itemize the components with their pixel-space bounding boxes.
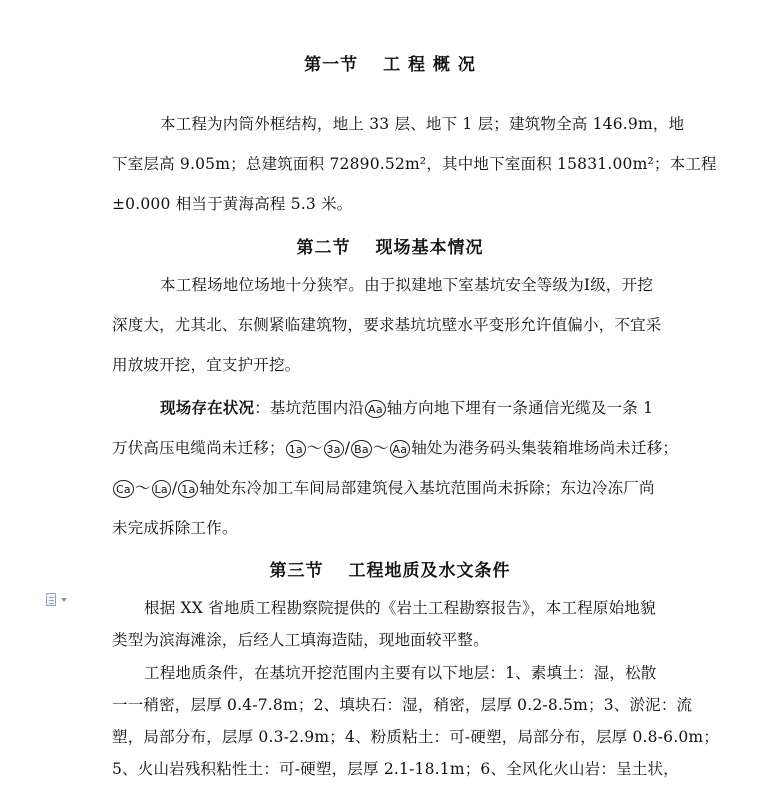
- axis-marker: Aa: [365, 400, 386, 418]
- axis-marker: Ca: [113, 480, 134, 498]
- axis-marker: 3a: [324, 440, 344, 458]
- section-1-heading: 第一节 工 程 概 况: [304, 55, 476, 75]
- paragraph-line: 深度大，尤其北、东侧紧临建筑物，要求基坑坑壁水平变形允许值偏小，不宜采: [112, 316, 662, 334]
- axis-marker: Ba: [351, 440, 372, 458]
- paragraph-line: 一一稍密，层厚 0.4-7.8m；2、填块石：湿，稍密，层厚 0.2-8.5m；3、淤泥：流: [112, 696, 693, 714]
- paragraph-line: ±0.000 相当于黄海高程 5.3 米。: [112, 195, 353, 213]
- paragraph-line: 塑，局部分布，层厚 0.3-2.9m；4、粉质粘土：可-硬塑，局部分布，层厚 0.8-6.0m；: [112, 728, 720, 746]
- paragraph-line: 万伏高压电缆尚未迁移； 1a ～ 3a / Ba ～ Aa 轴处为港务码头集装箱堆场尚未迁移；: [112, 439, 679, 457]
- axis-marker: 1a: [178, 480, 198, 498]
- paragraph-line: 工程地质条件，在基坑开挖范围内主要有以下地层：1、素填土：湿，松散: [144, 664, 657, 682]
- paragraph-line: 下室层高 9.05m；总建筑面积 72890.52m²，其中地下室面积 15831.00m²；本工程: [112, 155, 717, 173]
- section-3-heading: 第三节 工程地质及水文条件: [269, 561, 511, 581]
- paragraph-line: 本工程场地位场地十分狭窄。由于拟建地下室基坑安全等级为Ⅰ级，开挖: [160, 276, 654, 294]
- section-2-heading: 第二节 现场基本情况: [296, 238, 484, 258]
- axis-marker: Aa: [390, 440, 411, 458]
- paragraph-line: 未完成拆除工作。: [112, 519, 238, 537]
- axis-marker: 1a: [286, 440, 306, 458]
- paragraph-menu-handle[interactable]: [46, 593, 72, 607]
- chevron-down-icon: [61, 598, 67, 602]
- paragraph-line: Ca ～ La / 1a 轴处东冷加工车间局部建筑侵入基坑范围尚未拆除；东边冷冻厂尚: [112, 476, 655, 498]
- paragraph-line: 5、火山岩残积粘性土：可-硬塑，层厚 2.1-18.1m；6、全风化火山岩：呈土状，: [112, 760, 679, 778]
- axis-marker: La: [152, 480, 171, 498]
- paragraph-line: 根据 XX 省地质工程勘察院提供的《岩土工程勘察报告》，本工程原始地貌: [144, 599, 656, 617]
- paragraph-line: 现场存在状况：基坑范围内沿 Aa 轴方向地下埋有一条通信光缆及一条 1: [160, 398, 654, 417]
- paragraph-line: 本工程为内筒外框结构，地上 33 层、地下 1 层；建筑物全高 146.9m，地: [160, 115, 685, 133]
- paragraph-line: 用放坡开挖，宜支护开挖。: [112, 356, 301, 374]
- document-icon: [46, 593, 56, 606]
- paragraph-line: 类型为滨海滩涂，后经人工填海造陆，现地面较平整。: [112, 631, 489, 649]
- lead-label: 现场存在状况: [160, 398, 255, 417]
